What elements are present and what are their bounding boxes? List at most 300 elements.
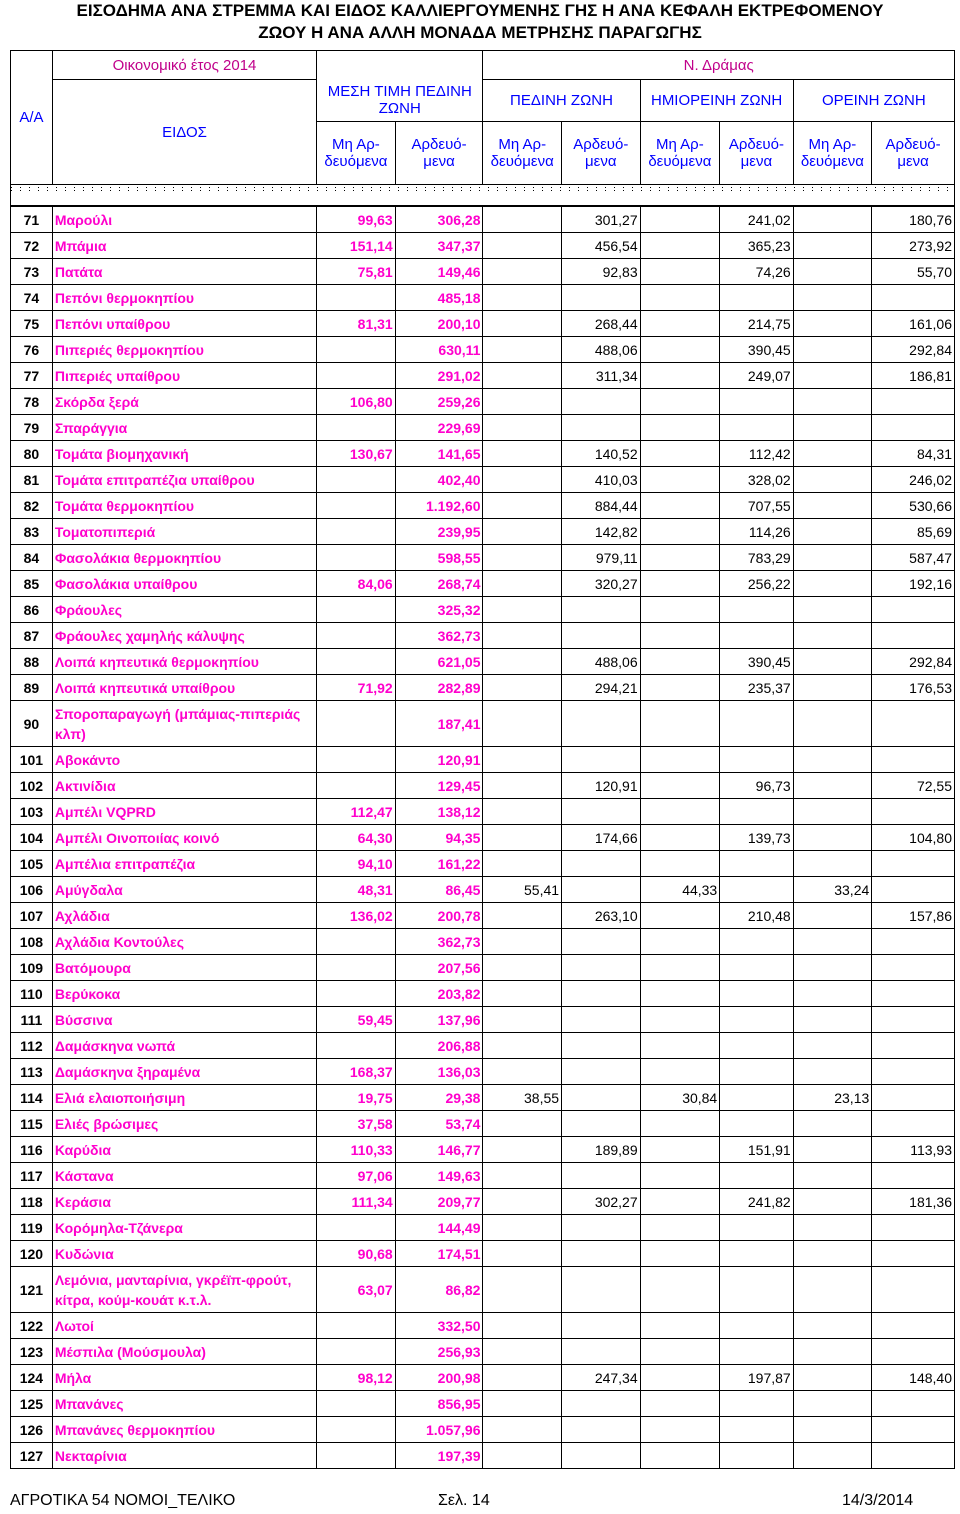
row-value xyxy=(872,1391,955,1417)
row-value xyxy=(640,929,720,955)
row-value xyxy=(562,877,641,903)
row-value xyxy=(640,1241,720,1267)
row-value: 110,33 xyxy=(317,1137,396,1163)
row-value xyxy=(562,285,641,311)
row-value xyxy=(793,1365,872,1391)
row-value xyxy=(872,1163,955,1189)
row-value xyxy=(793,1313,872,1339)
row-value xyxy=(793,389,872,415)
row-value xyxy=(562,747,641,773)
footer-page-number: Σελ. 14 xyxy=(438,1492,490,1509)
row-eidos: Βύσσινα xyxy=(52,1007,316,1033)
row-eidos: Αχλάδια Κοντούλες xyxy=(52,929,316,955)
row-value: 151,14 xyxy=(317,233,396,259)
row-value xyxy=(483,955,562,981)
row-value xyxy=(640,467,720,493)
row-value xyxy=(640,311,720,337)
row-value: 332,50 xyxy=(395,1313,483,1339)
row-eidos: Αμπέλι Οινοποιίας κοινό xyxy=(52,825,316,851)
document-title-line-2: ΖΩΟΥ Η ΑΝΑ ΑΛΛΗ ΜΟΝΑΔΑ ΜΕΤΡΗΣΗΣ ΠΑΡΑΓΩΓΗΣ xyxy=(258,23,702,42)
row-value: 207,56 xyxy=(395,955,483,981)
row-value xyxy=(562,799,641,825)
table-row xyxy=(11,1007,955,1033)
row-value xyxy=(317,1313,396,1339)
row-value xyxy=(640,773,720,799)
row-value xyxy=(720,929,793,955)
row-value: 320,27 xyxy=(562,571,641,597)
row-value: 1.192,60 xyxy=(395,493,483,519)
table-row xyxy=(11,799,955,825)
row-value xyxy=(483,1417,562,1443)
row-aa: 127 xyxy=(11,1443,53,1469)
row-eidos: Τομάτα βιομηχανική xyxy=(52,441,316,467)
row-value xyxy=(317,1033,396,1059)
row-eidos: Μαρούλι xyxy=(52,207,316,233)
row-value xyxy=(793,851,872,877)
row-value: 19,75 xyxy=(317,1085,396,1111)
header-separator xyxy=(10,184,955,206)
row-aa: 119 xyxy=(11,1215,53,1241)
row-value xyxy=(872,851,955,877)
row-value: 186,81 xyxy=(872,363,955,389)
row-value xyxy=(483,1059,562,1085)
row-value xyxy=(793,1059,872,1085)
row-value xyxy=(872,1443,955,1469)
row-value xyxy=(483,1313,562,1339)
table-row xyxy=(11,623,955,649)
row-eidos: Λωτοί xyxy=(52,1313,316,1339)
row-value xyxy=(562,1033,641,1059)
row-value: 94,10 xyxy=(317,851,396,877)
row-value xyxy=(793,701,872,747)
table-row xyxy=(11,701,955,747)
row-eidos: Φασολάκια υπαίθρου xyxy=(52,571,316,597)
row-value xyxy=(640,363,720,389)
row-aa: 81 xyxy=(11,467,53,493)
table-row xyxy=(11,311,955,337)
row-eidos: Τομάτα θερμοκηπίου xyxy=(52,493,316,519)
row-eidos: Δαμάσκηνα ξηραμένα xyxy=(52,1059,316,1085)
header-table xyxy=(10,50,955,185)
row-value xyxy=(793,649,872,675)
row-value xyxy=(483,441,562,467)
row-value: 180,76 xyxy=(872,207,955,233)
row-value: 302,27 xyxy=(562,1189,641,1215)
row-value xyxy=(793,571,872,597)
row-aa: 115 xyxy=(11,1111,53,1137)
row-value xyxy=(720,955,793,981)
table-row xyxy=(11,747,955,773)
row-value: 292,84 xyxy=(872,649,955,675)
row-aa: 120 xyxy=(11,1241,53,1267)
row-value: 174,51 xyxy=(395,1241,483,1267)
table-row xyxy=(11,1137,955,1163)
row-value xyxy=(640,1417,720,1443)
row-value xyxy=(483,233,562,259)
row-value: 74,26 xyxy=(720,259,793,285)
row-aa: 74 xyxy=(11,285,53,311)
row-value: 29,38 xyxy=(395,1085,483,1111)
row-value: 292,84 xyxy=(872,337,955,363)
row-value xyxy=(483,1163,562,1189)
table-row xyxy=(11,441,955,467)
table-row xyxy=(11,1443,955,1469)
row-value: 168,37 xyxy=(317,1059,396,1085)
row-aa: 72 xyxy=(11,233,53,259)
row-value xyxy=(640,259,720,285)
row-eidos: Ελιά ελαιοποιήσιμη xyxy=(52,1085,316,1111)
row-value: 44,33 xyxy=(640,877,720,903)
row-value xyxy=(720,1443,793,1469)
row-value xyxy=(872,701,955,747)
row-value xyxy=(562,955,641,981)
row-value xyxy=(317,623,396,649)
row-value xyxy=(483,851,562,877)
row-value: 161,22 xyxy=(395,851,483,877)
row-value xyxy=(793,675,872,701)
row-aa: 123 xyxy=(11,1339,53,1365)
row-value xyxy=(317,1417,396,1443)
row-value xyxy=(317,363,396,389)
row-value xyxy=(640,545,720,571)
table-row xyxy=(11,1339,955,1365)
table-row xyxy=(11,467,955,493)
row-value xyxy=(793,903,872,929)
row-value: 402,40 xyxy=(395,467,483,493)
irrigated-header: Αρδευό- μενα xyxy=(395,122,483,185)
table-row xyxy=(11,877,955,903)
row-value xyxy=(872,1241,955,1267)
mesi-timi-pedini-zoni-header: ΜΕΣΗ ΤΙΜΗ ΠΕΔΙΝΗ ΖΩΝΗ xyxy=(317,80,483,122)
row-value: 256,93 xyxy=(395,1339,483,1365)
row-value xyxy=(872,1339,955,1365)
row-value xyxy=(720,1111,793,1137)
irrigated-header: Αρδευό- μενα xyxy=(562,122,641,185)
row-value: 146,77 xyxy=(395,1137,483,1163)
row-value: 130,67 xyxy=(317,441,396,467)
row-value xyxy=(793,493,872,519)
row-eidos: Πατάτα xyxy=(52,259,316,285)
row-value xyxy=(793,207,872,233)
row-value: 84,31 xyxy=(872,441,955,467)
row-value: 209,77 xyxy=(395,1189,483,1215)
irrigated-header: Αρδευό- μενα xyxy=(872,122,955,185)
row-value xyxy=(872,1267,955,1313)
row-value: 187,41 xyxy=(395,701,483,747)
row-value: 325,32 xyxy=(395,597,483,623)
row-value xyxy=(483,519,562,545)
row-value xyxy=(720,1085,793,1111)
row-value: 151,91 xyxy=(720,1137,793,1163)
non-irrigated-header: Μη Αρ- δευόμενα xyxy=(483,122,562,185)
pedini-zoni-header: ΠΕΔΙΝΗ ΖΩΝΗ xyxy=(483,80,640,122)
row-aa: 125 xyxy=(11,1391,53,1417)
table-row xyxy=(11,1313,955,1339)
row-value xyxy=(793,1163,872,1189)
row-value: 176,53 xyxy=(872,675,955,701)
row-value xyxy=(872,1033,955,1059)
row-value: 86,82 xyxy=(395,1267,483,1313)
row-value: 884,44 xyxy=(562,493,641,519)
row-value: 291,02 xyxy=(395,363,483,389)
row-eidos: Μπάμια xyxy=(52,233,316,259)
row-value xyxy=(640,701,720,747)
row-value xyxy=(640,519,720,545)
row-value xyxy=(640,1443,720,1469)
row-value: 149,46 xyxy=(395,259,483,285)
row-value xyxy=(483,1267,562,1313)
row-value xyxy=(720,415,793,441)
row-value xyxy=(317,467,396,493)
row-eidos: Πιπεριές υπαίθρου xyxy=(52,363,316,389)
row-value: 63,07 xyxy=(317,1267,396,1313)
row-value xyxy=(640,649,720,675)
row-eidos: Μπανάνες xyxy=(52,1391,316,1417)
row-aa: 113 xyxy=(11,1059,53,1085)
row-value xyxy=(317,285,396,311)
row-value: 256,22 xyxy=(720,571,793,597)
row-value xyxy=(793,415,872,441)
table-row xyxy=(11,773,955,799)
row-eidos: Αμύγδαλα xyxy=(52,877,316,903)
row-eidos: Λοιπά κηπευτικά υπαίθρου xyxy=(52,675,316,701)
row-value: 200,98 xyxy=(395,1365,483,1391)
row-value xyxy=(483,493,562,519)
row-value xyxy=(483,207,562,233)
table-row xyxy=(11,955,955,981)
row-value: 114,26 xyxy=(720,519,793,545)
row-eidos: Ακτινίδια xyxy=(52,773,316,799)
row-value xyxy=(640,1059,720,1085)
row-aa: 88 xyxy=(11,649,53,675)
row-value: 106,80 xyxy=(317,389,396,415)
row-value xyxy=(793,545,872,571)
row-value xyxy=(640,955,720,981)
table-row xyxy=(11,1241,955,1267)
row-value xyxy=(483,363,562,389)
row-eidos: Αμπέλι VQPRD xyxy=(52,799,316,825)
row-eidos: Αμπέλια επιτραπέζια xyxy=(52,851,316,877)
table-row xyxy=(11,929,955,955)
row-value xyxy=(640,285,720,311)
row-aa: 102 xyxy=(11,773,53,799)
row-value: 120,91 xyxy=(395,747,483,773)
row-value xyxy=(640,1189,720,1215)
row-value: 23,13 xyxy=(793,1085,872,1111)
row-value xyxy=(562,623,641,649)
row-value: 86,45 xyxy=(395,877,483,903)
row-value xyxy=(793,519,872,545)
row-value: 229,69 xyxy=(395,415,483,441)
row-value xyxy=(640,389,720,415)
row-value xyxy=(562,1339,641,1365)
row-value xyxy=(793,1137,872,1163)
row-value xyxy=(317,597,396,623)
row-value: 241,82 xyxy=(720,1189,793,1215)
row-value xyxy=(640,623,720,649)
row-value: 410,03 xyxy=(562,467,641,493)
row-value xyxy=(483,1241,562,1267)
row-value: 200,78 xyxy=(395,903,483,929)
row-value: 96,73 xyxy=(720,773,793,799)
row-eidos: Μπανάνες θερμοκηπίου xyxy=(52,1417,316,1443)
table-row xyxy=(11,1033,955,1059)
row-value xyxy=(872,929,955,955)
row-aa: 112 xyxy=(11,1033,53,1059)
row-value: 268,44 xyxy=(562,311,641,337)
row-value xyxy=(317,649,396,675)
table-row xyxy=(11,1267,955,1313)
row-aa: 80 xyxy=(11,441,53,467)
row-value: 485,18 xyxy=(395,285,483,311)
fiscal-year-label: Οικονομικό έτος 2014 xyxy=(52,51,316,80)
row-value xyxy=(640,1339,720,1365)
row-value xyxy=(872,1085,955,1111)
row-value: 630,11 xyxy=(395,337,483,363)
row-value xyxy=(317,1339,396,1365)
row-value: 362,73 xyxy=(395,929,483,955)
row-value: 113,93 xyxy=(872,1137,955,1163)
row-value xyxy=(793,623,872,649)
row-aa: 109 xyxy=(11,955,53,981)
row-value: 112,47 xyxy=(317,799,396,825)
row-value xyxy=(640,441,720,467)
row-value xyxy=(720,851,793,877)
row-value xyxy=(562,389,641,415)
row-value xyxy=(562,1267,641,1313)
row-aa: 110 xyxy=(11,981,53,1007)
row-eidos: Τοματοπιπεριά xyxy=(52,519,316,545)
row-eidos: Μήλα xyxy=(52,1365,316,1391)
row-value xyxy=(483,773,562,799)
row-value xyxy=(720,1059,793,1085)
row-value xyxy=(317,1391,396,1417)
row-value xyxy=(317,981,396,1007)
row-value xyxy=(793,1215,872,1241)
row-value xyxy=(793,441,872,467)
row-value xyxy=(872,1313,955,1339)
row-value xyxy=(793,799,872,825)
row-value xyxy=(720,1313,793,1339)
row-value xyxy=(483,825,562,851)
row-value xyxy=(793,747,872,773)
row-aa: 84 xyxy=(11,545,53,571)
table-row xyxy=(11,649,955,675)
row-value xyxy=(872,981,955,1007)
row-value xyxy=(483,1215,562,1241)
row-value xyxy=(640,1215,720,1241)
row-value xyxy=(793,467,872,493)
row-value xyxy=(640,851,720,877)
row-value: 328,02 xyxy=(720,467,793,493)
table-row xyxy=(11,597,955,623)
row-value xyxy=(562,1313,641,1339)
row-eidos: Βατόμουρα xyxy=(52,955,316,981)
row-value: 55,70 xyxy=(872,259,955,285)
row-value xyxy=(793,929,872,955)
row-value: 214,75 xyxy=(720,311,793,337)
row-value: 55,41 xyxy=(483,877,562,903)
table-row xyxy=(11,571,955,597)
row-value: 979,11 xyxy=(562,545,641,571)
row-value xyxy=(640,1391,720,1417)
row-value xyxy=(872,1007,955,1033)
row-value xyxy=(483,929,562,955)
row-value: 235,37 xyxy=(720,675,793,701)
row-aa: 114 xyxy=(11,1085,53,1111)
row-value xyxy=(483,415,562,441)
row-eidos: Κυδώνια xyxy=(52,1241,316,1267)
row-value xyxy=(872,799,955,825)
row-value xyxy=(483,1189,562,1215)
row-aa: 79 xyxy=(11,415,53,441)
row-eidos: Κορόμηλα-Τζάνερα xyxy=(52,1215,316,1241)
table-row xyxy=(11,1391,955,1417)
row-value: 239,95 xyxy=(395,519,483,545)
row-aa: 117 xyxy=(11,1163,53,1189)
row-value xyxy=(317,747,396,773)
row-value xyxy=(483,1111,562,1137)
row-aa: 111 xyxy=(11,1007,53,1033)
table-row xyxy=(11,493,955,519)
row-aa: 124 xyxy=(11,1365,53,1391)
row-aa: 101 xyxy=(11,747,53,773)
row-value xyxy=(562,701,641,747)
row-value xyxy=(483,1137,562,1163)
row-value xyxy=(562,1085,641,1111)
row-value xyxy=(483,701,562,747)
row-value: 530,66 xyxy=(872,493,955,519)
row-value: 142,82 xyxy=(562,519,641,545)
row-value xyxy=(720,285,793,311)
row-aa: 107 xyxy=(11,903,53,929)
row-aa: 71 xyxy=(11,207,53,233)
row-value xyxy=(640,1267,720,1313)
row-value: 273,92 xyxy=(872,233,955,259)
row-aa: 116 xyxy=(11,1137,53,1163)
row-value xyxy=(317,493,396,519)
row-value xyxy=(720,981,793,1007)
table-row xyxy=(11,1215,955,1241)
row-value xyxy=(793,1241,872,1267)
row-value xyxy=(317,1215,396,1241)
row-value: 97,06 xyxy=(317,1163,396,1189)
row-value xyxy=(793,1267,872,1313)
row-value: 37,58 xyxy=(317,1111,396,1137)
row-value xyxy=(640,1163,720,1189)
row-value: 53,74 xyxy=(395,1111,483,1137)
row-value xyxy=(793,311,872,337)
row-value: 136,02 xyxy=(317,903,396,929)
row-value xyxy=(793,1111,872,1137)
table-row xyxy=(11,389,955,415)
table-row xyxy=(11,1085,955,1111)
row-value: 598,55 xyxy=(395,545,483,571)
table-row xyxy=(11,675,955,701)
row-value: 210,48 xyxy=(720,903,793,929)
row-value: 85,69 xyxy=(872,519,955,545)
row-value xyxy=(317,337,396,363)
row-value xyxy=(640,981,720,1007)
row-aa: 121 xyxy=(11,1267,53,1313)
table-row xyxy=(11,1059,955,1085)
row-value: 247,34 xyxy=(562,1365,641,1391)
table-row xyxy=(11,1163,955,1189)
row-value xyxy=(483,1339,562,1365)
row-eidos: Σκόρδα ξερά xyxy=(52,389,316,415)
row-value xyxy=(562,929,641,955)
row-value: 94,35 xyxy=(395,825,483,851)
